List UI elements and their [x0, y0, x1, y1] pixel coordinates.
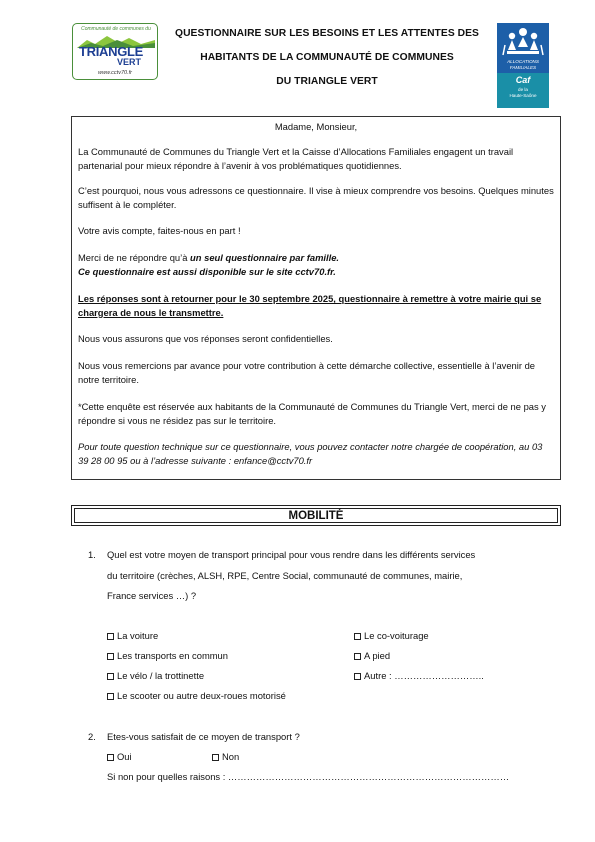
- family-icon: [501, 25, 545, 59]
- option-autre[interactable]: Autre : ………………………..: [354, 669, 484, 683]
- intro-paragraph-7: Nous vous remercions par avance pour votre contribution à cette démarche collective, essentielle à l’avenir de notre territoire.: [78, 360, 536, 385]
- question-2-number: 2.: [88, 731, 96, 742]
- intro-paragraph-6: Nous vous assurons que vos réponses seront confidentielles.: [78, 333, 333, 344]
- option-a-pied[interactable]: A pied: [354, 649, 390, 663]
- logo-word-triangle: TRIANGLE: [79, 44, 144, 59]
- option-voiture[interactable]: La voiture: [107, 629, 158, 643]
- checkbox[interactable]: [354, 633, 361, 640]
- option-scooter[interactable]: Le scooter ou autre deux-roues motorisé: [107, 689, 286, 703]
- checkbox[interactable]: [212, 754, 219, 761]
- title-line-2: HABITANTS DE LA COMMUNAUTÉ DE COMMUNES: [200, 52, 454, 63]
- checkbox[interactable]: [107, 653, 114, 660]
- intro-box: [71, 116, 561, 480]
- checkbox[interactable]: [107, 633, 114, 640]
- intro-greeting: Madame, Monsieur,: [274, 121, 358, 132]
- intro-website-line: Ce questionnaire est aussi disponible sur le site cctv70.fr.: [78, 265, 336, 277]
- question-2-text: Etes-vous satisfait de ce moyen de transport ?: [107, 731, 300, 742]
- option-velo-trottinette[interactable]: Le vélo / la trottinette: [107, 669, 204, 683]
- question-1-text: Quel est votre moyen de transport principal pour vous rendre dans les différents services du territoire (crèches, ALSH, RPE, Centre Social, communauté de communes, mairie, France services …) ?: [107, 549, 476, 601]
- section-title-mobilite: MOBILITÉ: [71, 505, 561, 526]
- checkbox[interactable]: [354, 673, 361, 680]
- intro-paragraph-2: C’est pourquoi, nous vous adressons ce questionnaire. Il vise à mieux comprendre vos besoins. Quelques minutes suffisent à le compléter.: [78, 185, 554, 210]
- intro-paragraph-1: La Communauté de Communes du Triangle Vert et la Caisse d’Allocations Familiales engagent un travail partenarial pour mieux répondre à l’avenir à vos problématiques quotidiennes.: [78, 146, 514, 171]
- triangle-vert-logo: [72, 23, 158, 80]
- logo-word-vert: VERT: [117, 57, 142, 67]
- caf-sub: de la Haute-Saône: [509, 87, 537, 98]
- checkbox[interactable]: [107, 693, 114, 700]
- logo-tagline: Communauté de communes du: [81, 26, 151, 32]
- intro-paragraph-3: Votre avis compte, faites-nous en part !: [78, 225, 241, 236]
- checkbox[interactable]: [107, 754, 114, 761]
- title-line-3: DU TRIANGLE VERT: [276, 76, 378, 87]
- option-co-voiturage[interactable]: Le co-voiturage: [354, 629, 429, 643]
- page-title: [166, 22, 488, 94]
- intro-paragraph-4: Merci de ne répondre qu’à un seul questionnaire par famille. Ce questionnaire est aussi disponible sur le site cctv70.fr.: [78, 252, 340, 277]
- caf-brand: Caf: [515, 75, 531, 85]
- intro-contact: Pour toute question technique sur ce questionnaire, vous pouvez contacter notre chargée de coopération, au 03 39 28 00 95 ou à l’adresse suivante : enfance@cctv70.fr: [78, 441, 543, 466]
- option-oui[interactable]: Oui: [107, 750, 132, 764]
- caf-logo: [497, 23, 549, 108]
- intro-paragraph-8: *Cette enquête est réservée aux habitants de la Communauté de Communes du Triangle Vert, merci de ne pas y répondre si vous ne résidez pas sur le territoire.: [78, 401, 546, 426]
- intro-emphasis: un seul questionnaire par famille.: [190, 252, 340, 263]
- checkbox[interactable]: [354, 653, 361, 660]
- logo-url: www.cctv70.fr: [98, 70, 132, 76]
- intro-deadline: Les réponses sont à retourner pour le 30 septembre 2025, questionnaire à remettre à votre mairie qui se chargera de nous le transmettre.: [78, 293, 542, 318]
- option-non[interactable]: Non: [212, 750, 239, 764]
- caf-alloc-text: ALLOCATIONS FAMILIALES: [507, 59, 539, 70]
- checkbox[interactable]: [107, 673, 114, 680]
- option-transports-en-commun[interactable]: Les transports en commun: [107, 649, 228, 663]
- title-line-1: QUESTIONNAIRE SUR LES BESOINS ET LES ATTENTES DES: [175, 28, 479, 39]
- question-1-number: 1.: [88, 549, 96, 560]
- question-2-followup[interactable]: Si non pour quelles raisons : ………………………………………………………………………………: [107, 771, 510, 782]
